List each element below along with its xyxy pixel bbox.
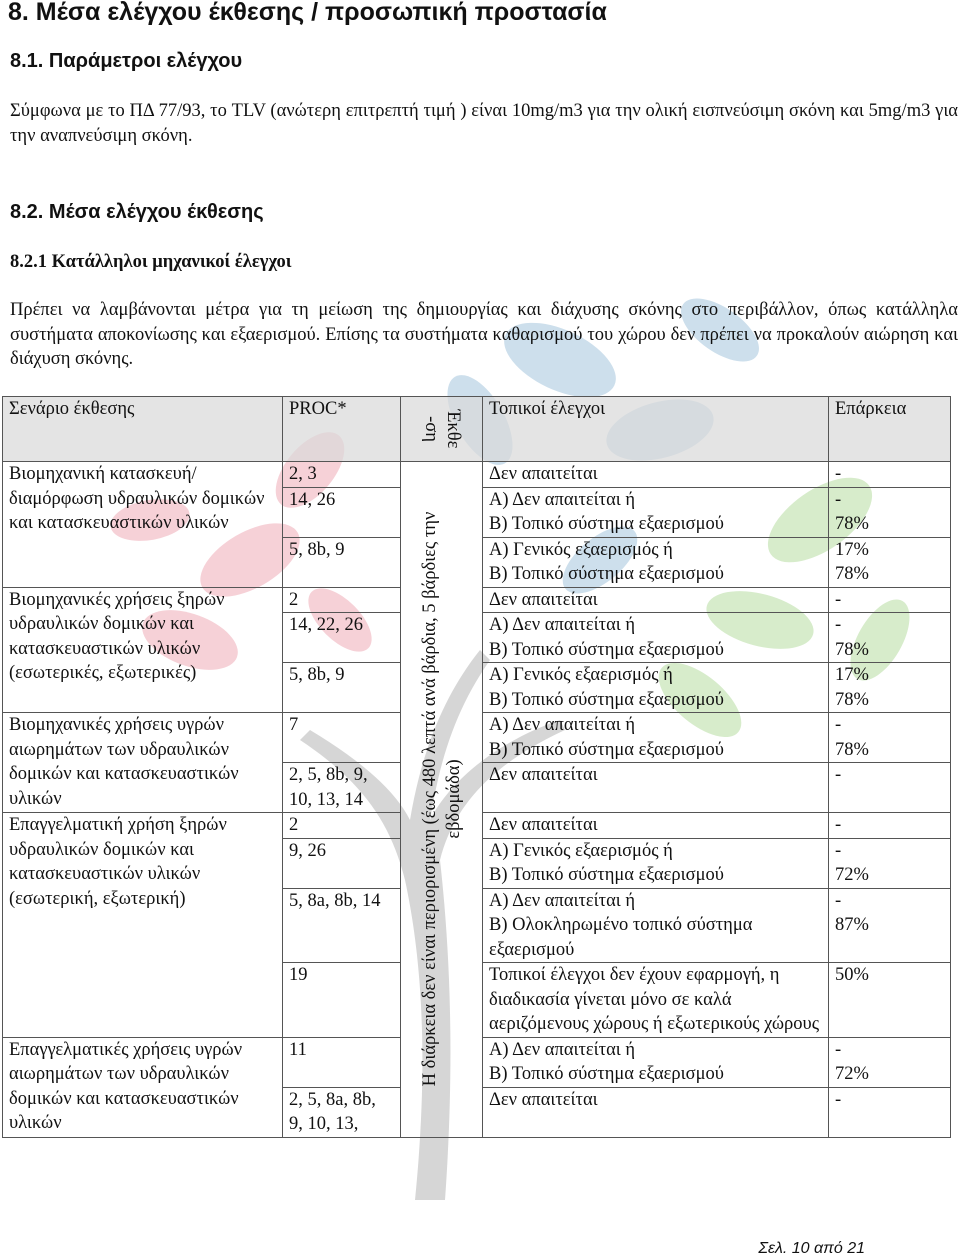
local-controls-cell — [483, 663, 829, 713]
adequacy-value: 78% — [835, 639, 869, 660]
adequacy-cell — [829, 838, 951, 888]
adequacy-cell — [829, 663, 951, 713]
scenario-cell: Βιομηχανική κατασκευή/διαμόρφωση υδραυλικών δομικών και κατασκευαστικών υλικών — [3, 462, 283, 588]
section-heading-8-2: 8.2. Μέσα ελέγχου έκθεσης — [10, 201, 264, 223]
adequacy-value: - — [835, 615, 842, 635]
page-number: Σελ. 10 από 21 — [758, 1240, 865, 1257]
adequacy-cell — [829, 587, 951, 613]
header-scenario: Σενάριο έκθεσης — [3, 397, 283, 462]
scenario-cell: Βιομηχανικές χρήσεις υγρών αιωρημάτων των υδραυλικών δομικών και κατασκευαστικών υλικών — [3, 713, 283, 813]
adequacy-cell — [829, 1087, 951, 1137]
scenario-cell: Βιομηχανικές χρήσεις ξηρών υδραυλικών δομικών και κατασκευαστικών υλικών (εσωτερικές, εξωτερικές) — [3, 587, 283, 713]
header-exposure — [401, 397, 483, 462]
control-line: Β) Τοπικό σύστημα εξαερισμού — [489, 865, 724, 885]
exposure-duration-line2: εβδομάδα) — [443, 759, 464, 839]
adequacy-value: 50% — [835, 965, 869, 985]
proc-cell: 5, 8b, 9 — [283, 663, 401, 713]
local-controls-cell — [483, 813, 829, 839]
local-controls-cell — [483, 613, 829, 663]
control-line: Α) Δεν απαιτείται ή — [489, 715, 636, 735]
proc-cell: 7 — [283, 713, 401, 763]
local-controls-cell — [483, 487, 829, 537]
adequacy-value: - — [835, 765, 842, 785]
proc-cell: 2 — [283, 587, 401, 613]
control-line: Β) Τοπικό σύστημα εξαερισμού — [489, 1064, 724, 1084]
control-line: Β) Τοπικό σύστημα εξαερισμού — [489, 639, 724, 660]
header-adequacy: Επάρκεια — [829, 397, 951, 462]
adequacy-value: - — [835, 840, 842, 861]
paragraph-8-2-1: Πρέπει να λαμβάνονται μέτρα για τη μείωση της δημιουργίας και διάχυσης σκόνης στο περιβάλλον, όπως κατάλληλα συστήματα αποκονίωσης και εξαερισμού. Επίσης τα συστήματα καθαρισμού του χώρου δεν πρέπει να προκαλούν αιώρηση και διάχυση σκόνης. — [10, 300, 958, 369]
adequacy-value: - — [835, 715, 842, 735]
proc-cell: 14, 26 — [283, 487, 401, 537]
scenario-cell: Επαγγελματικές χρήσεις υγρών αιωρημάτων των υδραυλικών δομικών και κατασκευαστικών υλικών — [3, 1037, 283, 1137]
adequacy-value: 78% — [835, 689, 869, 710]
local-controls-cell — [483, 888, 829, 963]
adequacy-value: - — [835, 1039, 842, 1060]
adequacy-value: - — [835, 1089, 842, 1110]
adequacy-value: - — [835, 464, 842, 484]
local-controls-cell — [483, 838, 829, 888]
local-controls-cell — [483, 713, 829, 763]
proc-cell: 19 — [283, 963, 401, 1038]
proc-cell: 2, 3 — [283, 462, 401, 488]
adequacy-cell — [829, 613, 951, 663]
section-heading-8: 8. Μέσα ελέγχου έκθεσης / προσωπική προστασία — [8, 0, 607, 26]
control-line: Α) Δεν απαιτείται ή — [489, 1039, 636, 1060]
adequacy-cell — [829, 537, 951, 587]
proc-cell: 2, 5, 8a, 8b, 9, 10, 13, — [283, 1087, 401, 1137]
control-line: Β) Τοπικό σύστημα εξαερισμού — [489, 564, 724, 584]
local-controls-cell — [483, 462, 829, 488]
control-line: Τοπικοί έλεγχοι δεν έχουν εφαρμογή, η διαδικασία γίνεται μόνο σε καλά αεριζόμενους χώρους ή εξωτερικούς χώρους — [489, 965, 820, 1034]
adequacy-value: 78% — [835, 514, 869, 534]
local-controls-cell — [483, 587, 829, 613]
adequacy-value: 72% — [835, 865, 869, 885]
exposure-duration-cell — [401, 462, 483, 1138]
exposure-controls-table — [2, 396, 951, 1138]
header-local-controls: Τοπικοί έλεγχοι — [483, 397, 829, 462]
scenario-cell: Επαγγελματική χρήση ξηρών υδραυλικών δομικών και κατασκευαστικών υλικών (εσωτερική, εξωτερική) — [3, 813, 283, 1038]
adequacy-cell — [829, 713, 951, 763]
table-row — [3, 462, 951, 488]
control-line: Α) Δεν απαιτείται ή — [489, 615, 636, 635]
control-line: Δεν απαιτείται — [489, 1089, 598, 1110]
local-controls-cell — [483, 763, 829, 813]
control-line: Α) Γενικός εξαερισμός ή — [489, 840, 673, 861]
adequacy-value: - — [835, 489, 842, 510]
proc-cell: 14, 22, 26 — [283, 613, 401, 663]
proc-cell: 11 — [283, 1037, 401, 1087]
adequacy-cell — [829, 1037, 951, 1087]
control-line: Α) Δεν απαιτείται ή — [489, 890, 636, 911]
control-line: Α) Δεν απαιτείται ή — [489, 489, 636, 510]
adequacy-cell — [829, 888, 951, 963]
proc-cell: 2 — [283, 813, 401, 839]
adequacy-value: 17% — [835, 539, 869, 560]
local-controls-cell — [483, 1037, 829, 1087]
control-line: Δεν απαιτείται — [489, 765, 598, 785]
control-line: Α) Γενικός εξαερισμός ή — [489, 665, 673, 685]
local-controls-cell — [483, 963, 829, 1038]
local-controls-cell — [483, 1087, 829, 1137]
control-line: Β) Τοπικό σύστημα εξαερισμού — [489, 689, 724, 710]
adequacy-value: 78% — [835, 564, 869, 584]
control-line: Α) Γενικός εξαερισμός ή — [489, 539, 673, 560]
adequacy-value: 17% — [835, 665, 869, 685]
adequacy-value: 78% — [835, 739, 869, 760]
section-heading-8-2-1: 8.2.1 Κατάλληλοι μηχανικοί έλεγχοι — [10, 252, 292, 272]
proc-cell: 5, 8b, 9 — [283, 537, 401, 587]
proc-cell: 2, 5, 8b, 9, 10, 13, 14 — [283, 763, 401, 813]
local-controls-cell — [483, 537, 829, 587]
adequacy-cell — [829, 813, 951, 839]
control-line: Β) Ολοκληρωμένο τοπικό σύστημα εξαερισμού — [489, 915, 753, 960]
proc-cell: 5, 8a, 8b, 14 — [283, 888, 401, 963]
control-line: Δεν απαιτείται — [489, 464, 598, 484]
adequacy-value: 87% — [835, 915, 869, 935]
table-header-row — [3, 397, 951, 462]
adequacy-cell — [829, 487, 951, 537]
header-exposure-line1: Έκθε — [442, 409, 463, 449]
adequacy-cell — [829, 963, 951, 1038]
header-proc: PROC* — [283, 397, 401, 462]
adequacy-value: - — [835, 589, 842, 610]
control-line: Β) Τοπικό σύστημα εξαερισμού — [489, 514, 724, 534]
exposure-duration-line1: Η διάρκεια δεν είναι περιορισμένη (έως 480 λεπτά ανά βάρδια, 5 βάρδιες την — [419, 511, 440, 1087]
adequacy-value: - — [835, 815, 842, 835]
adequacy-cell — [829, 462, 951, 488]
adequacy-value: - — [835, 890, 842, 911]
control-line: Δεν απαιτείται — [489, 815, 598, 835]
header-exposure-line2: -ση — [420, 416, 441, 442]
control-line: Β) Τοπικό σύστημα εξαερισμού — [489, 739, 724, 760]
section-heading-8-1: 8.1. Παράμετροι ελέγχου — [10, 50, 243, 72]
adequacy-cell — [829, 763, 951, 813]
adequacy-value: 72% — [835, 1064, 869, 1084]
proc-cell: 9, 26 — [283, 838, 401, 888]
paragraph-8-1: Σύμφωνα με το ΠΔ 77/93, το TLV (ανώτερη επιτρεπτή τιμή ) είναι 10mg/m3 για την ολική εισπνεύσιμη σκόνη και 5mg/m3 για την αναπνεύσιμη σκόνη. — [10, 101, 958, 146]
control-line: Δεν απαιτείται — [489, 589, 598, 610]
